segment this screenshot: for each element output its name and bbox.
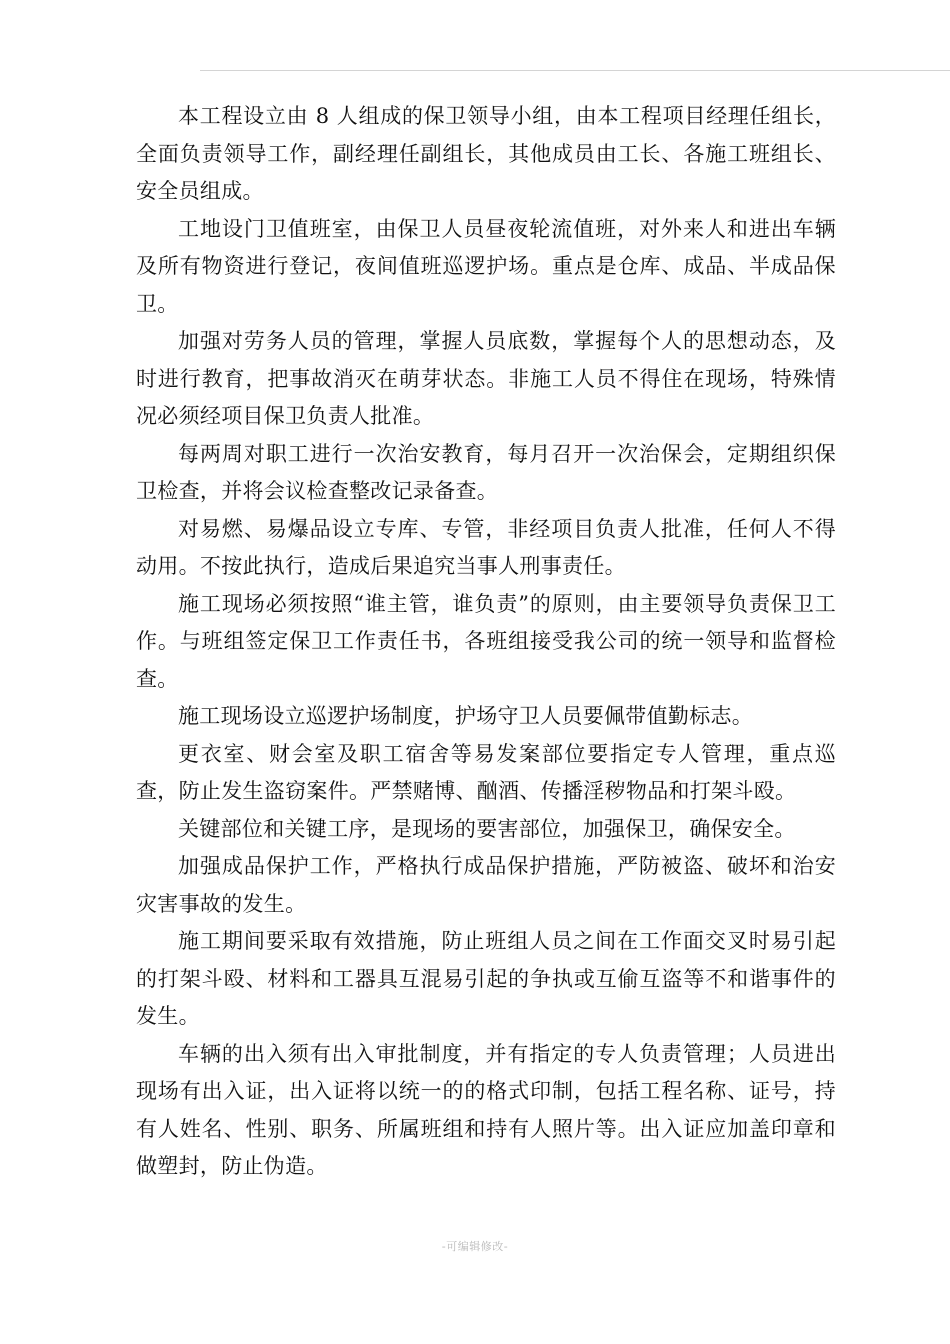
- paragraph-access-control: 车辆的出入须有出入审批制度，并有指定的专人负责管理；人员进出现场有出入证，出入证将以统一的的格式印制，包括工程名称、证号，持有人姓名、性别、职务、所属班组和持有人照片等。出入证应加盖印章和做塑封，防止伪造。: [136, 1041, 836, 1178]
- paragraph-theft-prevention: 更衣室、财会室及职工宿舍等易发案部位要指定专人管理，重点巡查，防止发生盗窃案件。严禁赌博、酗酒、传播淫秽物品和打架斗殴。: [136, 741, 836, 803]
- header-divider: [200, 70, 950, 71]
- paragraph-responsibility: 施工现场必须按照“谁主管，谁负责”的原则，由主要领导负责保卫工作。与班组签定保卫工作责任书，各班组接受我公司的统一领导和监督检查。: [136, 591, 836, 691]
- paragraph-key-areas: 关键部位和关键工序，是现场的要害部位，加强保卫，确保安全。: [178, 816, 796, 841]
- paragraph-conflict-prevention: 施工期间要采取有效措施，防止班组人员之间在工作面交叉时易引起的打架斗殴、材料和工器具互混易引起的争执或互偷互盗等不和谐事件的发生。: [136, 929, 836, 1028]
- paragraph-guard-room: 工地设门卫值班室，由保卫人员昼夜轮流值班，对外来人和进出车辆及所有物资进行登记，夜间值班巡逻护场。重点是仓库、成品、半成品保卫。: [136, 216, 836, 316]
- document-body: [136, 98, 836, 1186]
- paragraph-labor-management: 加强对劳务人员的管理，掌握人员底数，掌握每个人的思想动态，及时进行教育，把事故消灭在萌芽状态。非施工人员不得住在现场，特殊情况必须经项目保卫负责人批准。: [136, 329, 836, 428]
- paragraph-security-education: 每两周对职工进行一次治安教育，每月召开一次治保会，定期组织保卫检查，并将会议检查整改记录备查。: [136, 441, 836, 503]
- paragraph-flammables: 对易燃、易爆品设立专库、专管，非经项目负责人批准，任何人不得动用。不按此执行，造成后果追究当事人刑事责任。: [136, 516, 836, 578]
- page-footer: -可编辑修改-: [441, 1240, 509, 1253]
- paragraph-security-team: 本工程设立由 8 人组成的保卫领导小组，由本工程项目经理任组长，全面负责领导工作，副经理任副组长，其他成员由工长、各施工班组长、安全员组成。: [136, 104, 836, 203]
- paragraph-patrol: 施工现场设立巡逻护场制度，护场守卫人员要佩带值勤标志。: [178, 704, 754, 728]
- paragraph-product-protection: 加强成品保护工作，严格执行成品保护措施，严防被盗、破坏和治安灾害事故的发生。: [136, 854, 836, 916]
